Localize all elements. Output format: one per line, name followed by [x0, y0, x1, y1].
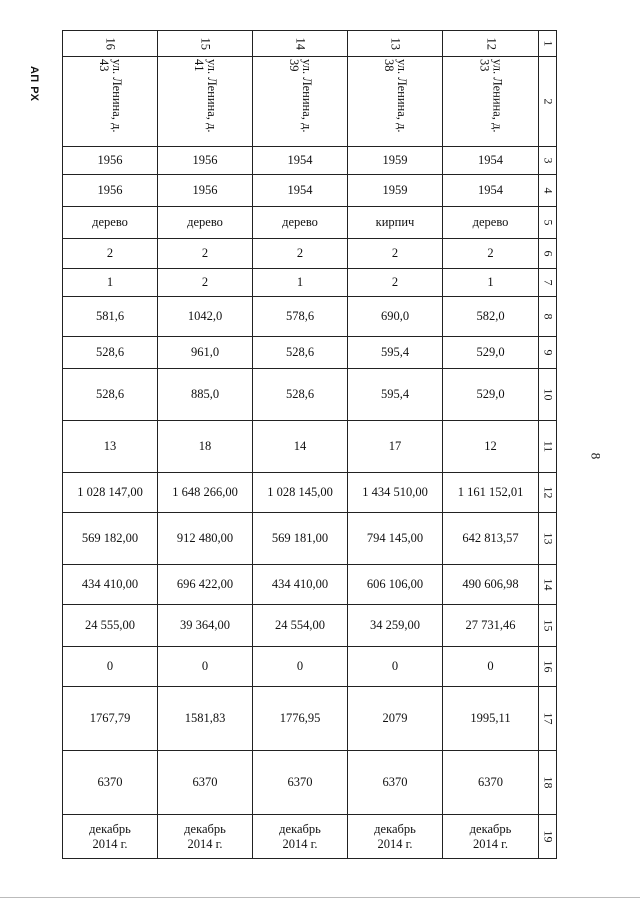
- row-index: [539, 239, 557, 269]
- value-text: дерево: [92, 215, 128, 229]
- table-row: [63, 207, 557, 239]
- row-index-text: 10: [541, 388, 555, 401]
- column-number: [443, 31, 539, 57]
- value-text: 569 181,00: [271, 531, 329, 545]
- value-text: 1 028 147,00: [77, 485, 143, 499]
- row-index: [539, 57, 557, 147]
- table-row: [63, 687, 557, 751]
- value-text: 2: [391, 246, 399, 260]
- value-cell: [348, 815, 443, 859]
- value-text: 1: [106, 275, 114, 289]
- table-row: [63, 751, 557, 815]
- row-index-text: 15: [541, 619, 555, 632]
- row-index-text: 11: [541, 440, 555, 453]
- value-cell: [158, 605, 253, 647]
- row-index-text: 12: [541, 486, 555, 499]
- value-text: декабрь 2014 г.: [279, 821, 321, 851]
- value-cell: [348, 147, 443, 175]
- value-cell: [253, 605, 348, 647]
- value-text: 1 161 152,01: [457, 485, 524, 499]
- row-index: [539, 147, 557, 175]
- table-row: [63, 31, 557, 57]
- value-text: 1581,83: [184, 711, 226, 725]
- value-cell: [443, 207, 539, 239]
- value-cell: [348, 269, 443, 297]
- address-text: ул. Ленина, д. 39: [287, 59, 314, 133]
- value-text: 1954: [287, 183, 313, 197]
- value-text: 6370: [478, 775, 503, 789]
- column-number-text: 15: [198, 37, 213, 50]
- row-index: [539, 269, 557, 297]
- value-text: 961,0: [190, 345, 220, 359]
- row-index-text: 18: [541, 776, 555, 789]
- value-cell: [348, 175, 443, 207]
- value-text: 12: [484, 439, 497, 453]
- value-cell: [253, 513, 348, 565]
- value-cell: [348, 207, 443, 239]
- value-cell: [348, 751, 443, 815]
- value-cell: [63, 815, 158, 859]
- row-index: [539, 31, 557, 57]
- table-row: [63, 239, 557, 269]
- row-index: [539, 297, 557, 337]
- value-text: 642 813,57: [462, 531, 519, 545]
- row-index-text: 1: [541, 40, 555, 47]
- value-cell: [63, 605, 158, 647]
- value-cell: [158, 687, 253, 751]
- value-text: 0: [201, 659, 209, 673]
- row-index-text: 7: [541, 279, 555, 286]
- value-text: 34 259,00: [370, 618, 420, 632]
- value-cell: [443, 269, 539, 297]
- value-text: 1956: [97, 153, 123, 167]
- table-row: [63, 147, 557, 175]
- table-row: [63, 513, 557, 565]
- column-number: [63, 31, 158, 57]
- row-index: [539, 687, 557, 751]
- value-text: декабрь 2014 г.: [469, 821, 512, 851]
- value-cell: [63, 687, 158, 751]
- value-cell: [443, 605, 539, 647]
- value-cell: [253, 687, 348, 751]
- value-cell: [253, 421, 348, 473]
- address-cell: [348, 57, 443, 147]
- column-number: [253, 31, 348, 57]
- value-text: 1042,0: [187, 309, 223, 323]
- value-cell: [253, 751, 348, 815]
- table-row: [63, 269, 557, 297]
- value-text: 6370: [192, 775, 218, 789]
- value-cell: [63, 147, 158, 175]
- value-cell: [63, 369, 158, 421]
- value-text: 6370: [97, 775, 123, 789]
- row-index-text: 17: [541, 712, 555, 725]
- value-text: 2079: [382, 711, 408, 725]
- value-cell: [158, 473, 253, 513]
- row-index: [539, 815, 557, 859]
- value-text: 6370: [287, 775, 313, 789]
- value-text: 1 434 510,00: [362, 485, 428, 499]
- value-cell: [63, 297, 158, 337]
- value-cell: [158, 421, 253, 473]
- value-text: дерево: [472, 215, 509, 229]
- column-number-text: 14: [293, 37, 308, 50]
- value-text: 1956: [97, 183, 123, 197]
- value-text: 17: [388, 439, 402, 453]
- row-index-text: 8: [541, 313, 555, 320]
- value-cell: [348, 473, 443, 513]
- page-bottom-rule: [0, 897, 640, 898]
- value-cell: [253, 175, 348, 207]
- value-cell: [158, 815, 253, 859]
- value-text: 595,4: [380, 387, 410, 401]
- value-cell: [443, 175, 539, 207]
- value-cell: [253, 297, 348, 337]
- value-cell: [253, 369, 348, 421]
- value-cell: [63, 513, 158, 565]
- value-text: 1: [296, 275, 304, 289]
- row-index-text: 19: [541, 830, 555, 843]
- row-index: [539, 473, 557, 513]
- value-text: 1954: [478, 153, 503, 167]
- value-cell: [63, 421, 158, 473]
- table-row: [63, 175, 557, 207]
- value-text: 2: [487, 246, 494, 260]
- address-text: ул. Ленина, д. 38: [382, 59, 409, 133]
- value-text: 606 106,00: [366, 577, 424, 591]
- value-cell: [158, 337, 253, 369]
- value-text: 24 555,00: [85, 618, 135, 632]
- value-cell: [253, 473, 348, 513]
- value-text: декабрь 2014 г.: [89, 821, 131, 851]
- value-cell: [158, 565, 253, 605]
- value-cell: [443, 647, 539, 687]
- value-text: 2: [296, 246, 304, 260]
- value-cell: [348, 565, 443, 605]
- page-number: 8: [588, 452, 604, 460]
- value-text: 1776,95: [279, 711, 321, 725]
- value-text: 528,6: [285, 345, 315, 359]
- value-text: 1954: [287, 153, 313, 167]
- value-text: 39 364,00: [180, 618, 230, 632]
- value-cell: [253, 239, 348, 269]
- column-number-text: 13: [388, 37, 403, 50]
- value-cell: [348, 605, 443, 647]
- value-text: 912 480,00: [176, 531, 234, 545]
- value-text: 1954: [478, 183, 503, 197]
- value-text: 1959: [382, 153, 408, 167]
- value-text: 6370: [382, 775, 408, 789]
- row-index-text: 16: [541, 660, 555, 673]
- column-number-text: 12: [484, 37, 498, 50]
- column-number: [158, 31, 253, 57]
- table-row: [63, 565, 557, 605]
- value-cell: [348, 647, 443, 687]
- address-cell: [158, 57, 253, 147]
- value-text: 885,0: [190, 387, 220, 401]
- table-row: [63, 421, 557, 473]
- value-text: 2: [106, 246, 114, 260]
- value-text: 1: [487, 275, 494, 289]
- value-cell: [158, 297, 253, 337]
- row-index: [539, 369, 557, 421]
- data-table: [62, 30, 557, 859]
- value-cell: [443, 369, 539, 421]
- value-text: дерево: [187, 215, 223, 229]
- address-cell: [63, 57, 158, 147]
- table-row: [63, 337, 557, 369]
- value-text: 2: [201, 246, 209, 260]
- value-cell: [443, 421, 539, 473]
- value-cell: [158, 239, 253, 269]
- value-cell: [253, 207, 348, 239]
- value-text: 18: [198, 439, 212, 453]
- row-index-text: 14: [541, 578, 555, 591]
- value-text: 24 554,00: [275, 618, 325, 632]
- value-text: дерево: [282, 215, 318, 229]
- row-index-text: 2: [541, 98, 555, 105]
- address-cell: [443, 57, 539, 147]
- table-row: [63, 647, 557, 687]
- table-row: [63, 473, 557, 513]
- value-cell: [443, 297, 539, 337]
- value-cell: [348, 297, 443, 337]
- address-text: ул. Ленина, д. 33: [477, 59, 505, 133]
- value-cell: [158, 513, 253, 565]
- value-text: 14: [293, 439, 307, 453]
- row-index-text: 6: [541, 250, 555, 257]
- value-cell: [443, 565, 539, 605]
- table-row: [63, 369, 557, 421]
- value-text: 569 182,00: [81, 531, 139, 545]
- table-row: [63, 815, 557, 859]
- row-index-text: 5: [541, 219, 555, 226]
- value-text: 1956: [192, 183, 218, 197]
- value-text: 582,0: [476, 309, 505, 323]
- row-index-text: 4: [541, 187, 555, 194]
- value-text: 1 028 145,00: [267, 485, 333, 499]
- row-index-text: 9: [541, 349, 555, 356]
- value-cell: [348, 513, 443, 565]
- row-index: [539, 647, 557, 687]
- value-cell: [348, 687, 443, 751]
- value-cell: [253, 565, 348, 605]
- row-index: [539, 751, 557, 815]
- value-cell: [63, 337, 158, 369]
- value-cell: [443, 687, 539, 751]
- value-text: 595,4: [380, 345, 410, 359]
- row-index: [539, 605, 557, 647]
- value-cell: [443, 815, 539, 859]
- table-row: [63, 605, 557, 647]
- archive-stamp: АП РХ: [28, 66, 40, 102]
- value-text: 581,6: [95, 309, 125, 323]
- value-cell: [348, 337, 443, 369]
- value-cell: [253, 337, 348, 369]
- value-text: 490 606,98: [462, 577, 519, 591]
- value-cell: [253, 815, 348, 859]
- row-index: [539, 421, 557, 473]
- value-cell: [158, 175, 253, 207]
- value-cell: [443, 751, 539, 815]
- value-text: 794 145,00: [366, 531, 424, 545]
- value-text: декабрь 2014 г.: [184, 821, 226, 851]
- value-cell: [158, 369, 253, 421]
- value-text: 0: [487, 659, 494, 673]
- value-text: 528,6: [285, 387, 315, 401]
- value-cell: [443, 239, 539, 269]
- value-text: 27 731,46: [465, 618, 516, 632]
- value-text: 696 422,00: [176, 577, 234, 591]
- value-cell: [63, 207, 158, 239]
- row-index: [539, 175, 557, 207]
- value-cell: [253, 147, 348, 175]
- address-cell: [253, 57, 348, 147]
- value-text: 1956: [192, 153, 218, 167]
- value-text: 528,6: [95, 345, 125, 359]
- value-cell: [348, 421, 443, 473]
- value-text: 578,6: [285, 309, 315, 323]
- value-cell: [63, 647, 158, 687]
- value-cell: [63, 473, 158, 513]
- value-text: 1 648 266,00: [172, 485, 238, 499]
- value-cell: [443, 513, 539, 565]
- column-number: [348, 31, 443, 57]
- value-cell: [348, 239, 443, 269]
- value-text: 1959: [382, 183, 408, 197]
- value-cell: [63, 239, 158, 269]
- row-index-text: 3: [541, 157, 555, 164]
- value-text: 434 410,00: [271, 577, 329, 591]
- value-cell: [253, 647, 348, 687]
- value-cell: [63, 751, 158, 815]
- value-text: 2: [391, 275, 399, 289]
- value-cell: [63, 175, 158, 207]
- value-text: кирпич: [375, 215, 415, 229]
- value-text: 529,0: [476, 345, 505, 359]
- value-cell: [348, 369, 443, 421]
- value-text: 528,6: [95, 387, 125, 401]
- value-text: 13: [103, 439, 117, 453]
- value-cell: [158, 751, 253, 815]
- table-row: [63, 297, 557, 337]
- value-cell: [158, 147, 253, 175]
- row-index: [539, 513, 557, 565]
- value-text: декабрь 2014 г.: [374, 821, 416, 851]
- row-index-text: 13: [541, 532, 555, 545]
- value-cell: [253, 269, 348, 297]
- value-text: 1995,11: [470, 711, 511, 725]
- address-text: ул. Ленина, д. 43: [97, 59, 124, 133]
- value-text: 690,0: [380, 309, 410, 323]
- value-text: 0: [296, 659, 304, 673]
- value-text: 434 410,00: [81, 577, 139, 591]
- value-text: 0: [391, 659, 399, 673]
- value-cell: [158, 207, 253, 239]
- value-cell: [158, 269, 253, 297]
- row-index: [539, 207, 557, 239]
- value-cell: [443, 147, 539, 175]
- value-cell: [443, 473, 539, 513]
- column-number-text: 16: [103, 37, 118, 50]
- address-text: ул. Ленина, д. 41: [192, 59, 219, 133]
- value-cell: [63, 565, 158, 605]
- value-text: 1767,79: [89, 711, 131, 725]
- row-index: [539, 565, 557, 605]
- value-text: 529,0: [476, 387, 505, 401]
- value-cell: [63, 269, 158, 297]
- value-text: 2: [201, 275, 209, 289]
- value-cell: [443, 337, 539, 369]
- row-index: [539, 337, 557, 369]
- table-row: [63, 57, 557, 147]
- value-cell: [158, 647, 253, 687]
- value-text: 0: [106, 659, 114, 673]
